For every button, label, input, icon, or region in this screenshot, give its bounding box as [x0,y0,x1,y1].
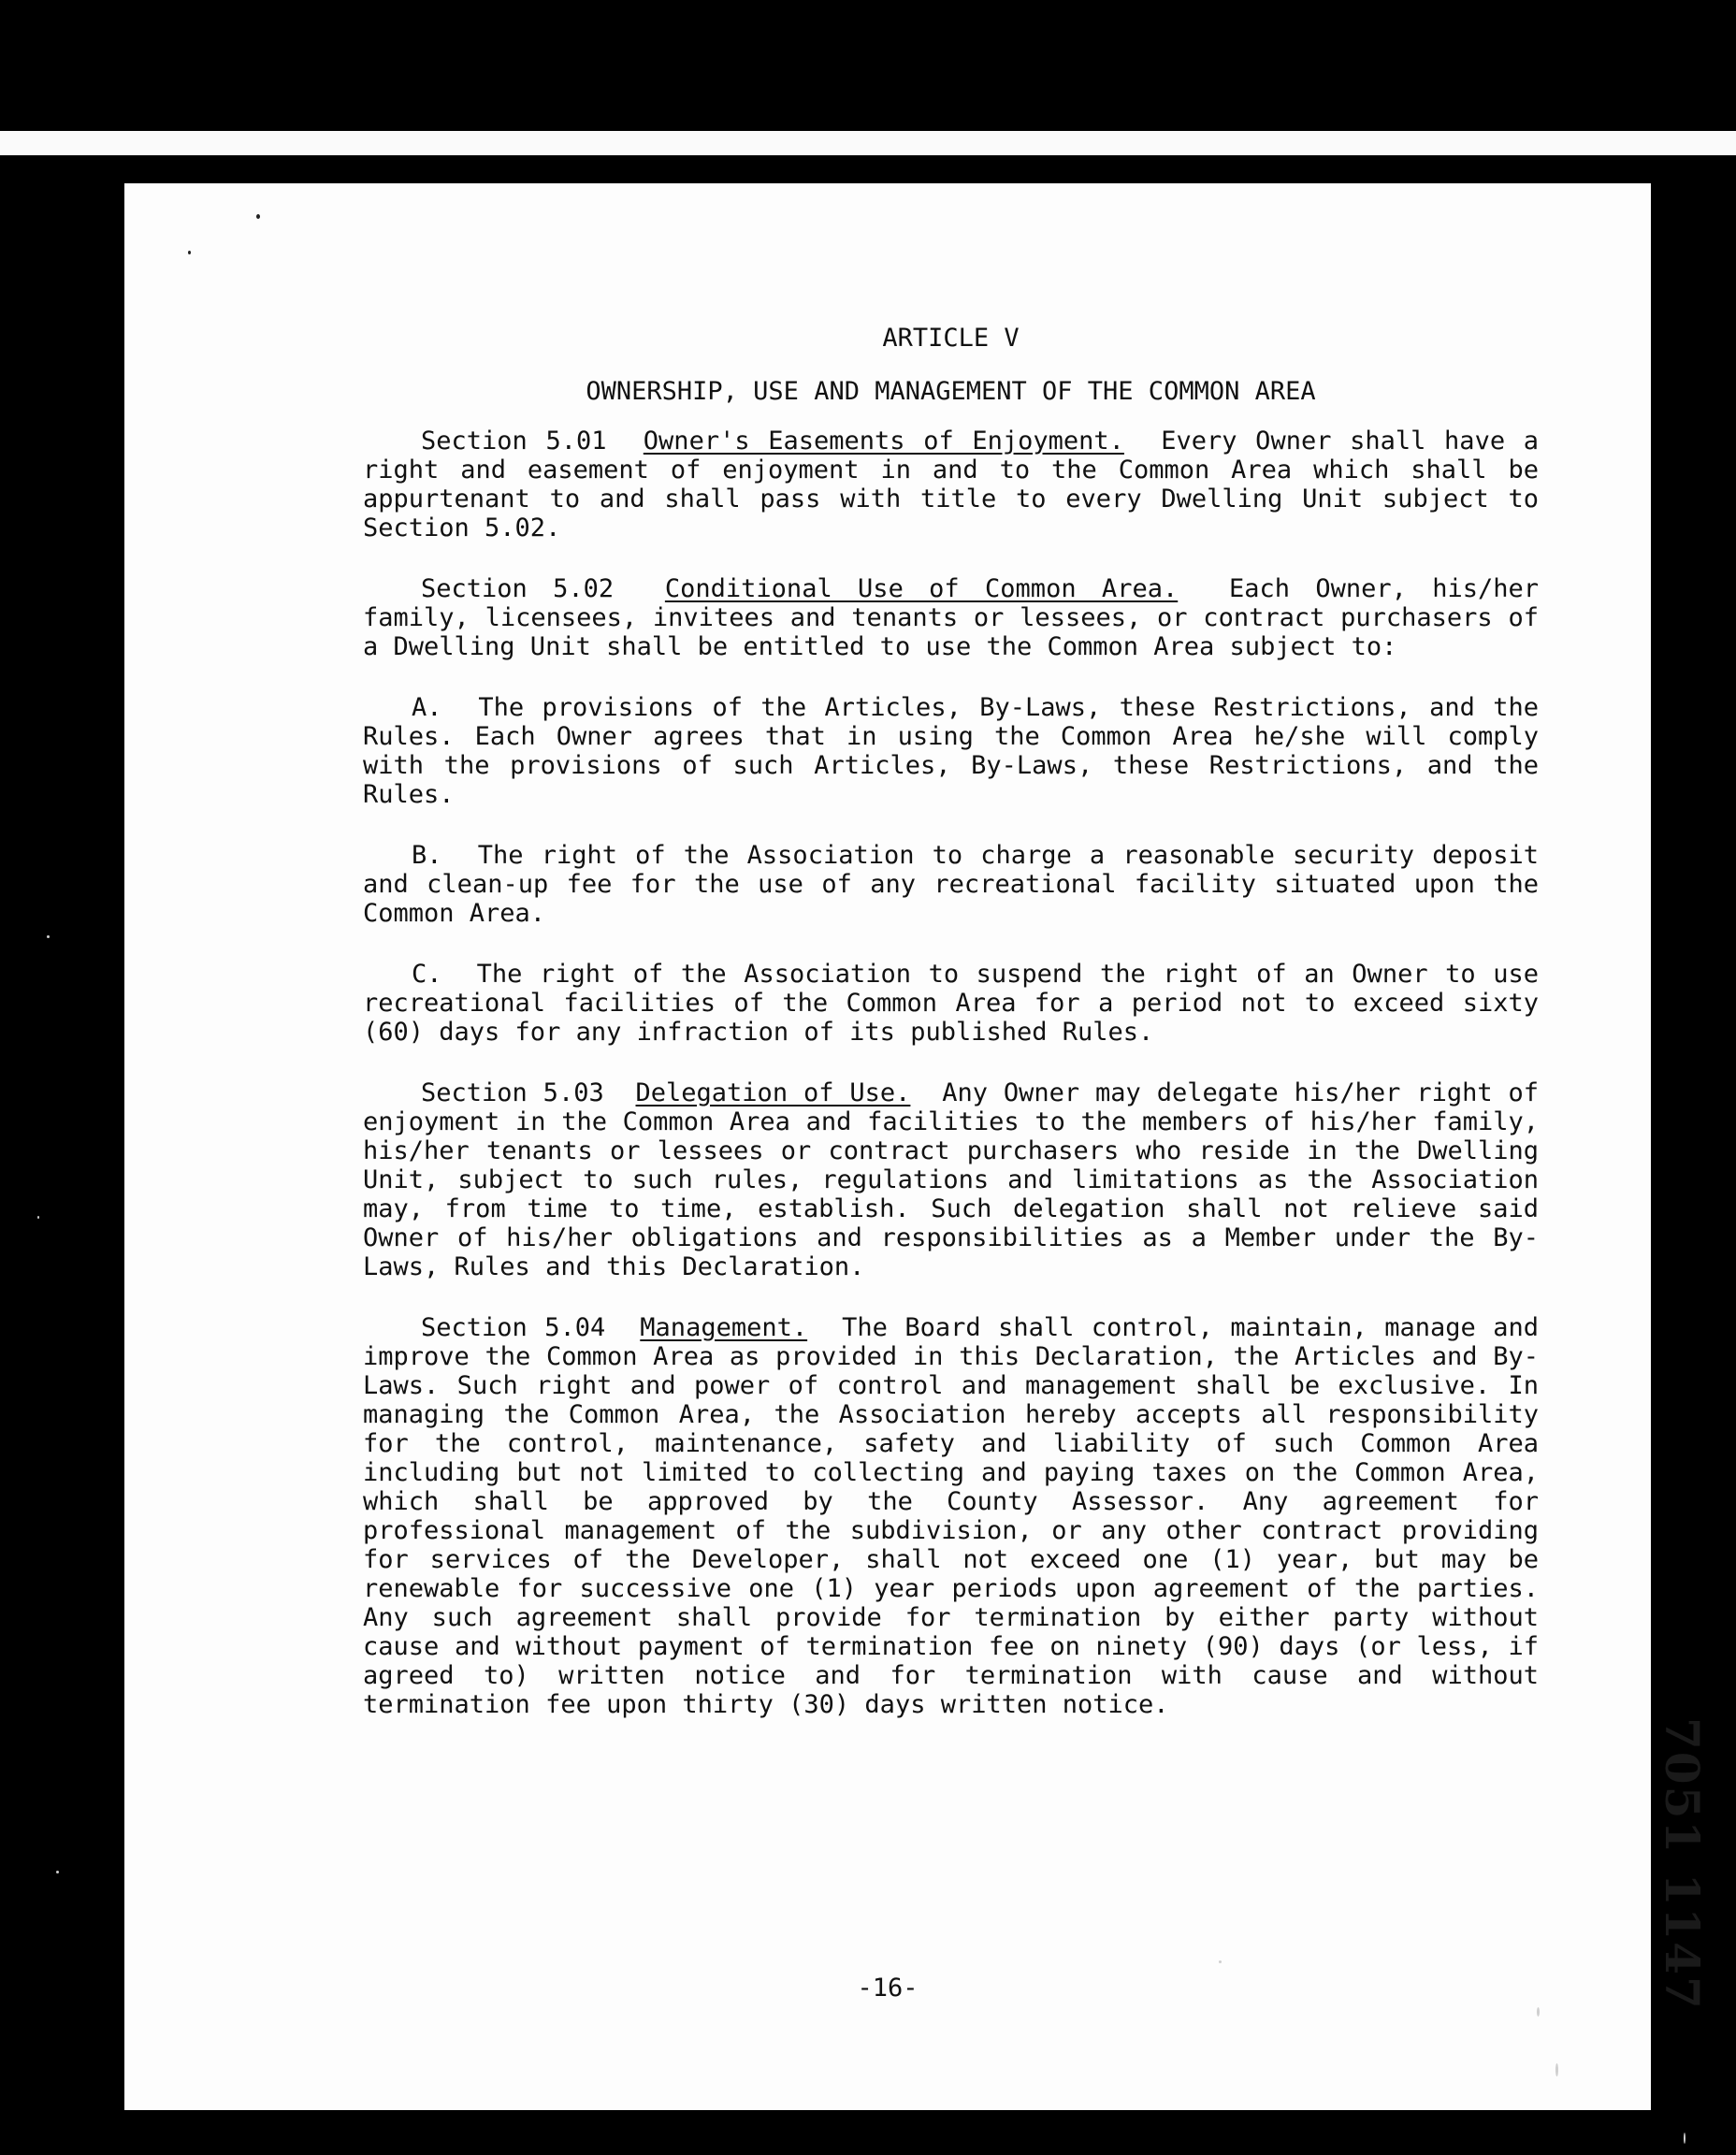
scan-speck [56,1871,59,1873]
article-subtitle: OWNERSHIP, USE AND MANAGEMENT OF THE COMMON AREA [586,377,1316,406]
section-5-01 [363,427,1539,542]
section-title: Management. [640,1313,808,1342]
scan-speck [37,1216,39,1219]
scan-speck [256,214,260,219]
section-5-03 [363,1078,1539,1281]
subitem-text: The right of the Association to suspend the right of an Owner to use recreational facilities of the Common Area for a period not to exceed sixty (60) days for any infraction of its published Rules. [363,960,1539,1047]
section-title: Owner's Easements of Enjoyment. [643,427,1124,456]
scan-speck [1555,2063,1558,2076]
section-text: Any Owner may delegate his/her right of enjoyment in the Common Area and facilities to the members of his/her family, his/her tenants or lessees or contract purchasers who reside in the Dwelling Unit, subject to such rules, regulations and limitations as the Association may, from time to time, establish. Such delegation shall not relieve said Owner of his/her obligations and responsibilities as a Member under the By-Laws, Rules and this Declaration. [363,1078,1539,1281]
subitem-letter: C. [412,960,442,989]
subitem-text: The right of the Association to charge a reasonable security deposit and clean-up fee for the use of any recreational facility situated upon the Common Area. [363,841,1539,928]
page-number: -16- [857,1974,919,2003]
scan-speck [47,935,50,938]
scan-speck [1537,2007,1540,2017]
section-label: Section 5.03 [421,1078,604,1107]
scan-edge-strip [0,131,1736,155]
subitem-c [363,960,1539,1047]
section-label: Section 5.01 [421,427,607,456]
section-text: Each Owner, his/her family, licensees, invitees and tenants or lessees, or contract purchasers of a Dwelling Unit shall be entitled to use the Common Area subject to: [363,574,1539,661]
section-title: Delegation of Use. [635,1078,911,1107]
section-5-04 [363,1313,1539,1719]
section-title: Conditional Use of Common Area. [664,574,1179,603]
section-text: Every Owner shall have a right and easement of enjoyment in and to the Common Area which shall be appurtenant to and shall pass with title to every Dwelling Unit subject to Section 5.02. [363,427,1539,542]
section-label: Section 5.04 [421,1313,606,1342]
subitem-text: The provisions of the Articles, By-Laws, these Restrictions, and the Rules. Each Owner agrees that in using the Common Area he/she will comply with the provisions of such Articles, By-Laws, these Restrictions, and the Rules. [363,693,1539,809]
scan-speck [1219,1960,1222,1963]
document-body [363,324,1539,1751]
document-page [124,183,1710,2110]
section-label: Section 5.02 [421,574,615,603]
subitem-b [363,841,1539,928]
margin-stamp [1654,1717,1710,2011]
scan-speck [1684,2133,1685,2144]
subitem-letter: B. [412,841,442,870]
subitem-a [363,693,1539,809]
margin-stamp-text: 7051 1147 [1655,1717,1710,2011]
section-text: The Board shall control, maintain, manage and improve the Common Area as provided in this Declaration, the Articles and By-Laws. Such right and power of control and management shall be exclusive. In managing the Common Area, the Association hereby accepts all responsibility for the control, maintenance, safety and liability of such Common Area including but not limited to collecting and paying taxes on the Common Area, which shall be approved by the County Assessor. Any agreement for professional management of the subdivision, or any other contract providing for services of the Developer, shall not exceed one (1) year, but may be renewable for successive one (1) year periods upon agreement of the parties. Any such agreement shall provide for termination by either party without cause and without payment of termination fee on ninety (90) days (or less, if agreed to) written notice and for termination with cause and without termination fee upon thirty (30) days written notice. [363,1313,1539,1719]
scan-top-border [0,0,1736,131]
scan-speck [188,251,191,254]
article-heading: ARTICLE V [882,324,1020,353]
subitem-letter: A. [412,693,442,722]
section-5-02 [363,574,1539,661]
